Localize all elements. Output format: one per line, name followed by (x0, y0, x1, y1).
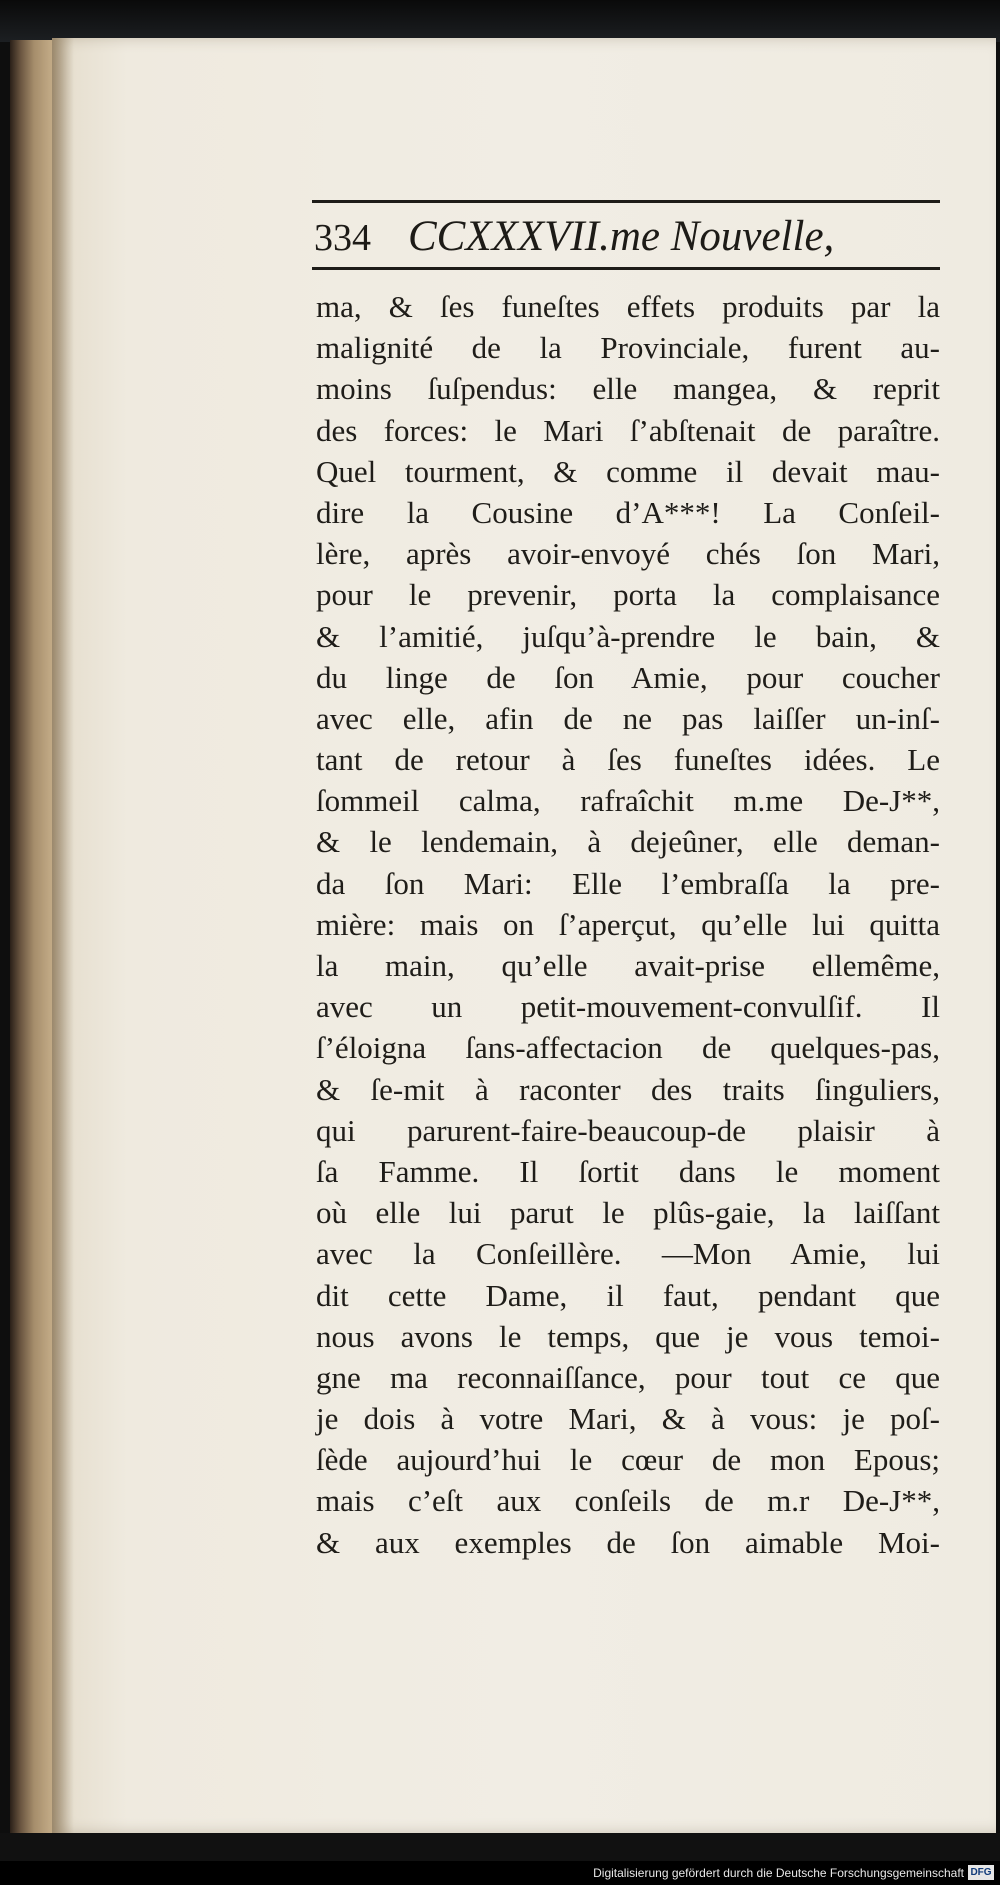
text-line: la main, qu’elle avait-prise ellemême, (316, 948, 940, 983)
text-line: tant de retour à ſes funeſtes idées. Le (316, 742, 940, 778)
funding-credit: Digitalisierung gefördert durch die Deutsche Forschungsgemeinschaft (593, 1866, 964, 1880)
text-line: ſ’éloigna ſans-affectacion de quelques-pas, (316, 1030, 940, 1066)
chapter-title: CCXXXVII.me Nouvelle, (408, 213, 835, 260)
dfg-logo: DFG (968, 1865, 994, 1880)
text-line: avec un petit-mouvement-convulſif. Il (316, 989, 940, 1025)
text-line: & aux exemples de ſon aimable Moi- (316, 1524, 940, 1560)
text-line: dit cette Dame, il faut, pendant que (316, 1277, 940, 1313)
text-line: gne ma reconnaiſſance, pour tout ce que (316, 1359, 940, 1395)
text-line: du linge de ſon Amie, pour coucher (316, 659, 940, 695)
text-line: des forces: le Mari ſ’abſtenait de paraître. (316, 412, 940, 448)
header-rule-top (312, 200, 940, 203)
text-line: lère, après avoir-envoyé chés ſon Mari, (316, 536, 940, 572)
text-line: Quel tourment, & comme il devait mau- (316, 453, 940, 489)
text-line: moins ſuſpendus: elle mangea, & reprit (316, 371, 940, 407)
header-rule-bottom (312, 267, 940, 270)
text-line: avec la Conſeillère. —Mon Amie, lui (316, 1236, 940, 1272)
text-line: pour le prevenir, porta la complaisance (316, 577, 940, 613)
text-line: avec elle, afin de ne pas laiſſer un-inſ- (316, 700, 940, 736)
scan-bottom-border (0, 1833, 1000, 1861)
text-line: je dois à votre Mari, & à vous: je poſ- (316, 1401, 940, 1437)
body-text (316, 286, 940, 1563)
text-line: da ſon Mari: Elle l’embraſſa la pre- (316, 865, 940, 901)
text-line: ſa Famme. Il ſortit dans le moment (316, 1153, 940, 1189)
text-line: & ſe-mit à raconter des traits ſinguliers, (316, 1071, 940, 1107)
text-line: & le lendemain, à dejeûner, elle deman- (316, 824, 940, 860)
text-line: ſède aujourd’hui le cœur de mon Epous; (316, 1442, 940, 1478)
text-line: qui parurent-faire-beaucoup-de plaisir à (316, 1112, 940, 1148)
text-line: ma, & ſes funeſtes effets produits par la (316, 289, 940, 324)
gutter-shadow (52, 38, 74, 1833)
text-line: mais c’eſt aux conſeils de m.r De-J**, (316, 1483, 940, 1519)
text-line: nous avons le temps, que je vous temoi- (316, 1318, 940, 1354)
text-line: & l’amitié, juſqu’à-prendre le bain, & (316, 618, 940, 654)
page-number: 334 (314, 217, 371, 259)
text-line: dire la Cousine d’A***! La Conſeil- (316, 494, 940, 530)
text-line: ſommeil calma, rafraîchit m.me De-J**, (316, 783, 940, 819)
scan-top-border (0, 0, 1000, 42)
text-line: malignité de la Provinciale, furent au- (316, 330, 940, 366)
text-line: où elle lui parut le plûs-gaie, la laiſſant (316, 1195, 940, 1231)
running-head (312, 208, 940, 266)
text-line: mière: mais on ſ’aperçut, qu’elle lui quitta (316, 906, 940, 942)
